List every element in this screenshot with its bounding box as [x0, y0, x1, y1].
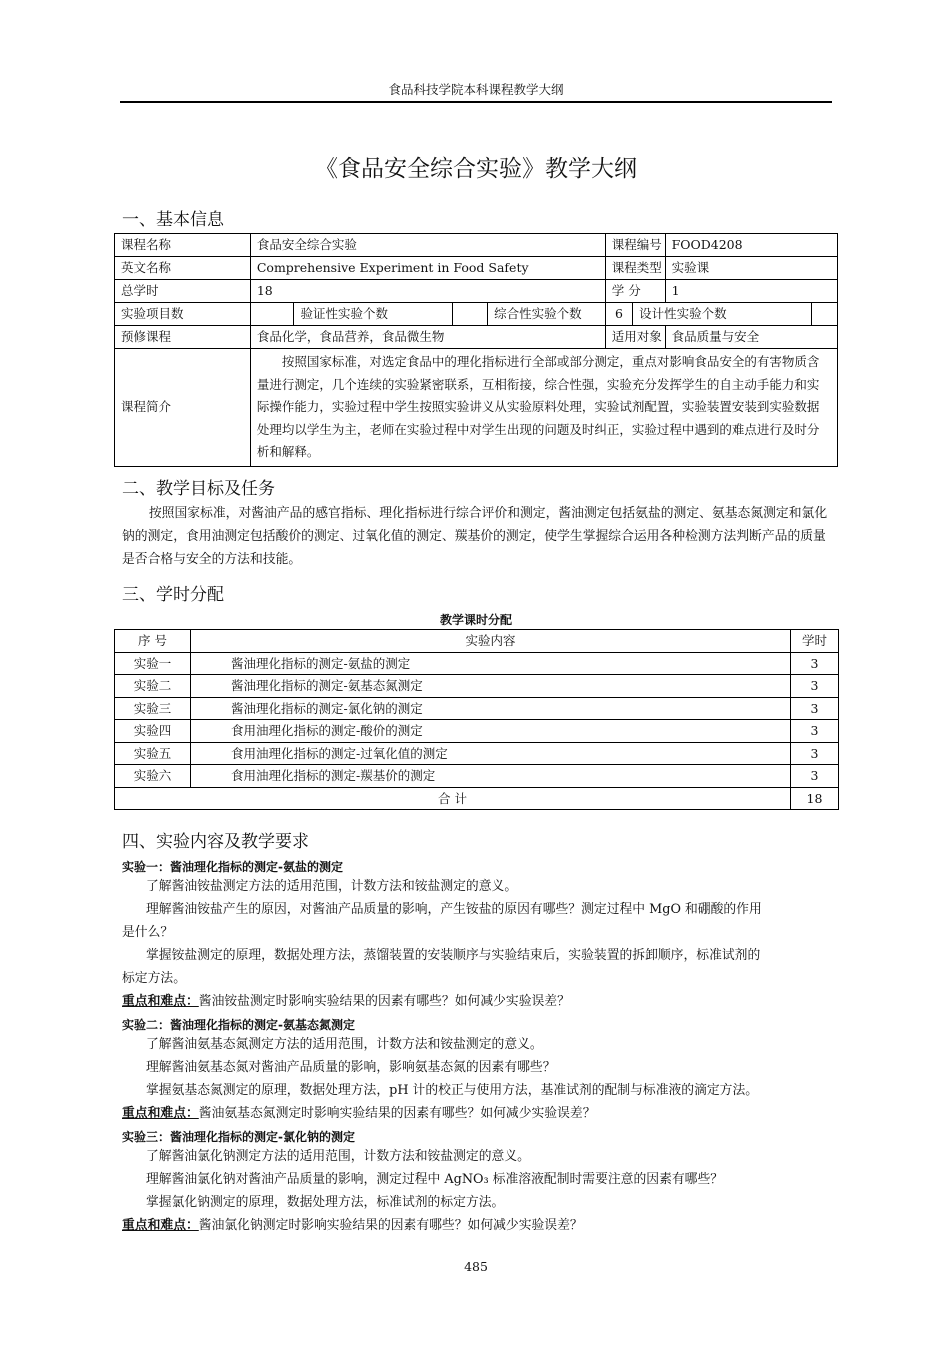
row-no: 实验三 [115, 697, 191, 720]
course-name-label: 课程名称 [115, 234, 251, 257]
course-code-value: FOOD4208 [665, 234, 837, 257]
row-hours: 3 [791, 652, 839, 675]
verify-label: 验证性实验个数 [294, 303, 452, 326]
table-row [115, 652, 839, 675]
section-heading-objectives: 二、教学目标及任务 [122, 479, 275, 499]
intro-label: 课程简介 [115, 349, 251, 467]
course-code-label: 课程编号 [605, 234, 665, 257]
experiment-3-key-points [122, 1214, 834, 1237]
total-label: 合 计 [115, 787, 791, 810]
row-hours: 3 [791, 675, 839, 698]
row-content: 食用油理化指标的测定-过氧化值的测定 [191, 742, 791, 765]
table-row [115, 257, 838, 280]
total-hours-value: 18 [250, 280, 605, 303]
experiment-3-comprehend: 理解酱油氯化钠对酱油产品质量的影响，测定过程中 AgNO₃ 标准溶液配制时需要注意的因素有哪些？ [146, 1172, 724, 1187]
key-points-text: 酱油铵盐测定时影响实验结果的因素有哪些？如何减少实验误差？ [198, 994, 570, 1009]
header-rule [120, 101, 832, 103]
table-row [115, 765, 839, 788]
course-type-label: 课程类型 [605, 257, 665, 280]
experiment-1-key-points [122, 990, 834, 1013]
table-row [115, 349, 838, 467]
table-row [115, 280, 838, 303]
design-value [811, 303, 837, 326]
row-hours: 3 [791, 720, 839, 743]
intro-value: 按照国家标准，对选定食品中的理化指标进行全部或部分测定，重点对影响食品安全的有害物质含量进行测定，几个连续的实验紧密联系，互相衔接，综合性强，实验充分发挥学生的自主动手能力和实际操作能力，实验过程中学生按照实验讲义从实验原料处理，实验试剂配置，实验装置安装到实验数据处理均以学生为主，老师在实验过程中对学生出现的问题及时纠正，实验过程中遇到的难点进行及时分析和解释。 [250, 349, 837, 467]
section-heading-basic-info: 一、基本信息 [122, 210, 224, 230]
projects-value [250, 303, 294, 326]
key-points-label: 重点和难点： [122, 1218, 199, 1233]
objectives-paragraph: 按照国家标准，对酱油产品的感官指标、理化指标进行综合评价和测定，酱油测定包括氨盐的测定、氨基态氮测定和氯化钠的测定，食用油测定包括酸价的测定、过氧化值的测定、羰基价的测定，使学生掌握综合运用各种检测方法判断产品的质量是否合格与安全的方法和技能。 [122, 506, 828, 567]
experiment-2-key-points [122, 1102, 834, 1125]
english-name-label: 英文名称 [115, 257, 251, 280]
experiment-3-heading: 实验三：酱油理化指标的测定-氯化钠的测定 [122, 1130, 355, 1144]
total-hours: 18 [791, 787, 839, 810]
page-number: 485 [464, 1259, 488, 1274]
design-label: 设计性实验个数 [633, 303, 811, 326]
table-header-row [115, 630, 839, 653]
row-content: 食用油理化指标的测定-酸价的测定 [191, 720, 791, 743]
key-points-label: 重点和难点： [122, 994, 199, 1009]
experiment-1-understand: 了解酱油铵盐测定方法的适用范围，计数方法和铵盐测定的意义。 [146, 879, 518, 894]
experiment-1-master-cont: 标定方法。 [122, 971, 186, 986]
row-no: 实验五 [115, 742, 191, 765]
prereq-label: 预修课程 [115, 326, 251, 349]
row-content: 酱油理化指标的测定-氨盐的测定 [191, 652, 791, 675]
prereq-value: 食品化学，食品营养，食品微生物 [250, 326, 605, 349]
document-title: 《食品安全综合实验》教学大纲 [315, 156, 637, 182]
hours-table-caption: 教学课时分配 [439, 613, 512, 627]
audience-label: 适用对象 [605, 326, 665, 349]
audience-value: 食品质量与安全 [665, 326, 837, 349]
hours-table [114, 629, 839, 810]
experiment-3-understand: 了解酱油氯化钠测定方法的适用范围，计数方法和铵盐测定的意义。 [146, 1149, 530, 1164]
table-row [115, 234, 838, 257]
experiment-2-master: 掌握氨基态氮测定的原理，数据处理方法，pH 计的校正与使用方法，基准试剂的配制与标准液的滴定方法。 [146, 1083, 759, 1098]
english-name-value: Comprehensive Experiment in Food Safety [250, 257, 605, 280]
row-content: 食用油理化指标的测定-羰基价的测定 [191, 765, 791, 788]
credits-label: 学 分 [605, 280, 665, 303]
col-hours-header: 学时 [791, 630, 839, 653]
experiment-2-understand: 了解酱油氨基态氮测定方法的适用范围，计数方法和铵盐测定的意义。 [146, 1037, 543, 1052]
table-total-row [115, 787, 839, 810]
table-row [115, 675, 839, 698]
section-heading-hours: 三、学时分配 [122, 585, 224, 605]
running-header: 食品科技学院本科课程教学大纲 [388, 82, 564, 97]
projects-label: 实验项目数 [115, 303, 251, 326]
section-heading-content: 四、实验内容及教学要求 [122, 832, 309, 852]
table-row [115, 303, 838, 326]
experiment-2-heading: 实验二：酱油理化指标的测定-氨基态氮测定 [122, 1018, 355, 1032]
col-content-header: 实验内容 [191, 630, 791, 653]
course-name-value: 食品安全综合实验 [250, 234, 605, 257]
experiment-1-comprehend: 理解酱油铵盐产生的原因，对酱油产品质量的影响，产生铵盐的原因有哪些？测定过程中 MgO 和硼酸的作用 [146, 902, 762, 917]
table-row [115, 326, 838, 349]
row-no: 实验一 [115, 652, 191, 675]
course-type-value: 实验课 [665, 257, 837, 280]
table-row [115, 742, 839, 765]
verify-value [452, 303, 487, 326]
row-content: 酱油理化指标的测定-氯化钠的测定 [191, 697, 791, 720]
basic-info-table [114, 233, 838, 467]
comprehensive-label: 综合性实验个数 [488, 303, 606, 326]
experiment-1-master: 掌握铵盐测定的原理，数据处理方法，蒸馏装置的安装顺序与实验结束后，实验装置的拆卸顺序，标准试剂的 [146, 948, 761, 963]
row-no: 实验四 [115, 720, 191, 743]
key-points-label: 重点和难点： [122, 1106, 199, 1121]
row-hours: 3 [791, 697, 839, 720]
experiment-1-heading: 实验一：酱油理化指标的测定-氨盐的测定 [122, 860, 343, 874]
table-row [115, 720, 839, 743]
key-points-text: 酱油氯化钠测定时影响实验结果的因素有哪些？如何减少实验误差？ [198, 1218, 583, 1233]
row-content: 酱油理化指标的测定-氨基态氮测定 [191, 675, 791, 698]
row-hours: 3 [791, 765, 839, 788]
credits-value: 1 [665, 280, 837, 303]
row-no: 实验二 [115, 675, 191, 698]
row-no: 实验六 [115, 765, 191, 788]
row-hours: 3 [791, 742, 839, 765]
comprehensive-value: 6 [605, 303, 632, 326]
key-points-text: 酱油氨基态氮测定时影响实验结果的因素有哪些？如何减少实验误差？ [198, 1106, 596, 1121]
col-no-header: 序 号 [115, 630, 191, 653]
experiment-2-comprehend: 理解酱油氨基态氮对酱油产品质量的影响，影响氨基态氮的因素有哪些？ [146, 1060, 556, 1075]
experiment-1-comprehend-cont: 是什么？ [122, 925, 174, 940]
experiment-3-master: 掌握氯化钠测定的原理，数据处理方法，标准试剂的标定方法。 [146, 1195, 505, 1210]
total-hours-label: 总学时 [115, 280, 251, 303]
table-row [115, 697, 839, 720]
